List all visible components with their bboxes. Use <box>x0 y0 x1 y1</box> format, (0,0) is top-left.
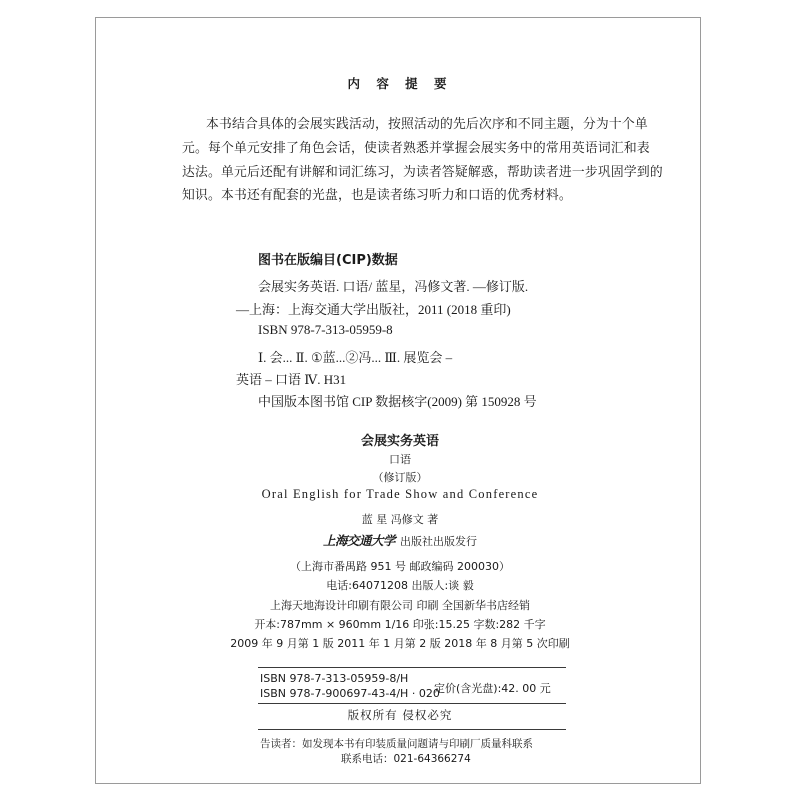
isbn-line-2: ISBN 978-7-900697-43-4/H · 020 <box>260 687 440 700</box>
book-authors: 蓝 星 冯修文 著 <box>361 513 439 526</box>
price: 定价(含光盘):42. 00 元 <box>434 682 551 695</box>
book-subtitle: 口语 <box>389 453 411 466</box>
cip-line-2: —上海：上海交通大学出版社，2011 (2018 重印) <box>236 302 511 317</box>
cip-line-3: ISBN 978-7-313-05959-8 <box>258 322 393 337</box>
summary-line-4: 知识。本书还有配套的光盘，也是读者练习听力和口语的优秀材料。 <box>182 188 572 203</box>
copyright-notice: 版权所有 侵权必究 <box>347 708 453 722</box>
address: （上海市番禺路 951 号 邮政编码 200030） <box>290 560 510 573</box>
section-title: 内 容 提 要 <box>347 76 453 91</box>
summary-line-1: 本书结合具体的会展实践活动，按照活动的先后次序和不同主题，分为十个单 <box>206 117 648 132</box>
cip-line-6: 中国版本图书馆 CIP 数据核字(2009) 第 150928 号 <box>258 394 537 409</box>
divider-bottom <box>258 729 566 730</box>
publisher-line <box>0 530 800 549</box>
english-title: Oral English for Trade Show and Conference <box>261 487 539 501</box>
book-edition: （修订版） <box>372 471 428 484</box>
divider-top <box>258 667 566 668</box>
divider-middle <box>258 703 566 704</box>
cip-heading: 图书在版编目(CIP)数据 <box>258 253 398 268</box>
isbn-line-1: ISBN 978-7-313-05959-8/H <box>260 672 409 685</box>
cip-line-4: Ⅰ. 会... Ⅱ. ①蓝...②冯... Ⅲ. 展览会 – <box>258 350 453 365</box>
publisher-logo: 上海交通大学 <box>322 533 395 548</box>
cip-line-1: 会展实务英语. 口语/ 蓝星，冯修文著. —修订版. <box>258 279 529 294</box>
publisher-suffix: 出版社出版发行 <box>400 535 478 548</box>
format-info: 开本:787mm × 960mm 1/16 印张:15.25 字数:282 千字 <box>254 618 546 631</box>
book-title: 会展实务英语 <box>360 434 439 449</box>
contact-phone: 联系电话：021-64366274 <box>341 753 471 765</box>
summary-line-3: 达法。单元后还配有讲解和词汇练习，为读者答疑解惑，帮助读者进一步巩固学到的 <box>182 165 663 180</box>
phone-publisher: 电话:64071208 出版人:谈 毅 <box>326 579 474 592</box>
edition-history: 2009 年 9 月第 1 版 2011 年 1 月第 2 版 2018 年 8 月第 5 次印刷 <box>230 637 570 650</box>
printer-info: 上海天地海设计印刷有限公司 印刷 全国新华书店经销 <box>270 599 530 612</box>
reader-notice: 告读者：如发现本书有印装质量问题请与印刷厂质量科联系 <box>260 738 533 750</box>
cip-line-5: 英语 – 口语 Ⅳ. H31 <box>236 372 347 387</box>
summary-line-2: 元。每个单元安排了角色会话，使读者熟悉并掌握会展实务中的常用英语词汇和表 <box>182 141 650 156</box>
